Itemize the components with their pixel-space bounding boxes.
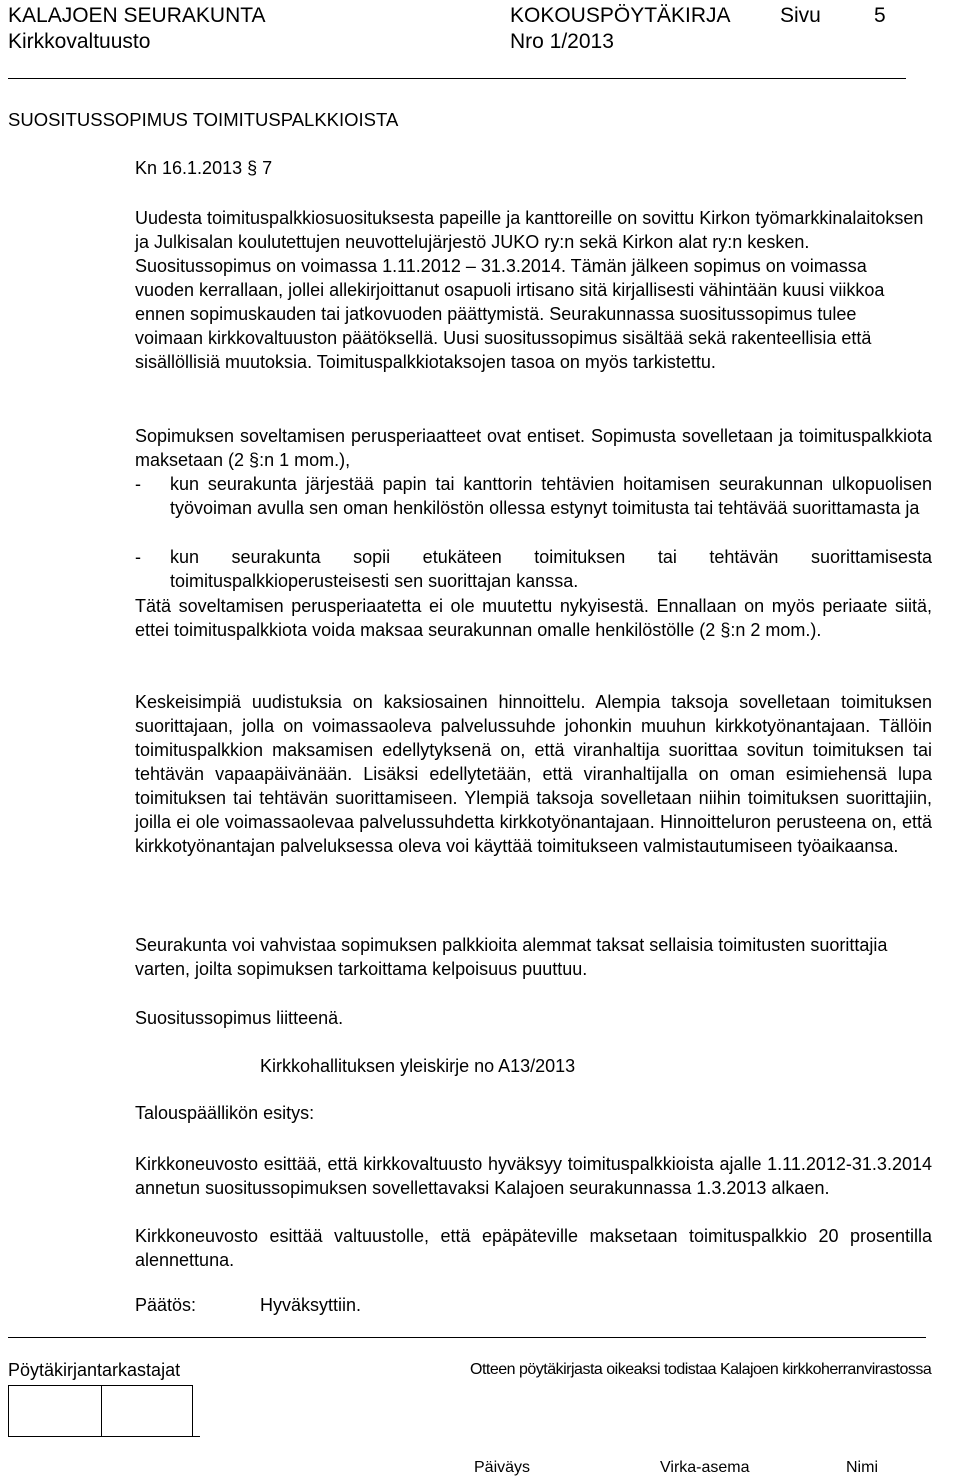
footer-column-name: Nimi [846, 1459, 878, 1476]
footer-inspectors-label: Pöytäkirjantarkastajat [8, 1360, 181, 1380]
header-rule [8, 78, 906, 79]
header-doc-type: KOKOUSPÖYTÄKIRJA [510, 4, 731, 27]
paragraph-attachment-note: Suositussopimus liitteenä. [135, 1008, 344, 1028]
paragraph-background: Uudesta toimituspalkkiosuosituksesta papeille ja kanttoreille on sovittu Kirkon työmarkkinalaitoksen ja Julkisalan koulutettujen neuvottelujärjestö JUKO ry:n sekä Kirkon alat ry:n kesken. Suositussopimus on voimassa 1.11.2012 – 31.3.2014. Tämän jälkeen sopimus on voimassa vuoden kerrallaan, jollei allekirjoittanut osapuoli irtisano sitä kirjallisesti vähintään kuusi viikkoa ennen sopimuskauden tai jatkovuoden päättymistä. Seurakunnassa suositussopimus tulee voimaan kirkkovaltuuston päätöksellä. Uusi suositussopimus sisältää sekä rakenteellisia että sisällöllisiä muutoksia. Toimituspalkkiotaksojen tasoa on myös tarkistettu. [135, 208, 924, 372]
footer-column-date: Päiväys [474, 1459, 531, 1476]
list-item-text: kun seurakunta järjestää papin tai kanttorin tehtävien hoitamisen seurakunnan ulkopuolisen työvoiman avulla sen oman henkilöstön ollessa estynyt toimitusta tai tehtävää suorittamasta ja [170, 474, 932, 518]
header-page-label: Sivu [780, 4, 821, 27]
list-dash: - [135, 474, 141, 494]
paragraph-unchanged-principle: Tätä soveltamisen perusperiaatetta ei ole muutettu nykyisestä. Ennallaan on myös periaate siitä, ettei toimituspalkkiota voida maksaa seurakunnan omalle henkilöstölle (2 §:n 2 mom.). [135, 596, 932, 640]
signature-box-2 [101, 1385, 193, 1437]
footer-certification: Otteen pöytäkirjasta oikeaksi todistaa Kalajoen kirkkoherranvirastossa [470, 1361, 932, 1378]
attachment-reference: Kirkkohallituksen yleiskirje no A13/2013 [260, 1056, 576, 1076]
signature-box-1 [8, 1385, 102, 1437]
paragraph-principles: Sopimuksen soveltamisen perusperiaatteet ovat entiset. Sopimusta sovelletaan ja toimituspalkkiota maksetaan (2 §:n 1 mom.), [135, 426, 932, 470]
paragraph-proposal-discount: Kirkkoneuvosto esittää valtuustolle, että epäpäteville maksetaan toimituspalkkio 20 prosentilla alennettuna. [135, 1226, 932, 1270]
decision-label: Päätös: [135, 1295, 197, 1315]
paragraph-lower-rates: Seurakunta voi vahvistaa sopimuksen palkkioita alemmat taksat sellaisia toimitusten suorittajia varten, joilta sopimuksen tarkoittama kelpoisuus puuttuu. [135, 935, 888, 979]
section-reference: Kn 16.1.2013 § 7 [135, 158, 273, 178]
footer-rule [8, 1337, 926, 1338]
section-title: SUOSITUSSOPIMUS TOIMITUSPALKKIOISTA [8, 109, 399, 130]
list-dash: - [135, 547, 141, 567]
proposal-label: Talouspäällikön esitys: [135, 1103, 315, 1123]
decision-text: Hyväksyttiin. [260, 1295, 362, 1315]
header-body: Kirkkovaltuusto [8, 30, 151, 53]
header-org: KALAJOEN SEURAKUNTA [8, 4, 266, 27]
signature-box-underline [8, 1436, 200, 1437]
header-doc-number: Nro 1/2013 [510, 30, 614, 53]
list-item-text: kun seurakunta sopii etukäteen toimituksen tai tehtävän suorittamisesta toimituspalkkioperusteisesti sen suorittajan kanssa. [170, 547, 932, 591]
paragraph-proposal: Kirkkoneuvosto esittää, että kirkkovaltuusto hyväksyy toimituspalkkioista ajalle 1.11.2012-31.3.2014 annetun suositussopimuksen sovellettavaksi Kalajoen seurakunnassa 1.3.2013 alkaen. [135, 1154, 932, 1198]
footer-column-office: Virka-asema [660, 1459, 750, 1476]
list-item-prior-agreement [135, 545, 932, 593]
list-item-outside-workforce [135, 472, 932, 520]
paragraph-key-reforms: Keskeisimpiä uudistuksia on kaksiosainen hinnoittelu. Alempia taksoja sovelletaan toimituksen suorittajaan, jolla on voimassaoleva palvelussuhde johonkin muuhun kirkkotyönantajaan. Tällöin toimituspalkkion maksamisen edellytyksenä on, että viranhaltija suorittaa sovitun toimituksen tai tehtävän vapaapäivänään. Lisäksi edellytetään, että viranhaltijalla on oman esimiehensä lupa toimituksen tai tehtävän suorittamiseen. Ylempiä taksoja sovelletaan niihin toimituksen suorittajiin, joilla ei ole voimassaolevaa palvelussuhdetta kirkkotyönantajaan. Hinnoitteluron perusteena on, että kirkkotyönantajan palveluksessa oleva voi käyttää toimitukseen valmistautumiseen työaikaansa. [135, 692, 932, 856]
header-page-number: 5 [874, 4, 886, 27]
